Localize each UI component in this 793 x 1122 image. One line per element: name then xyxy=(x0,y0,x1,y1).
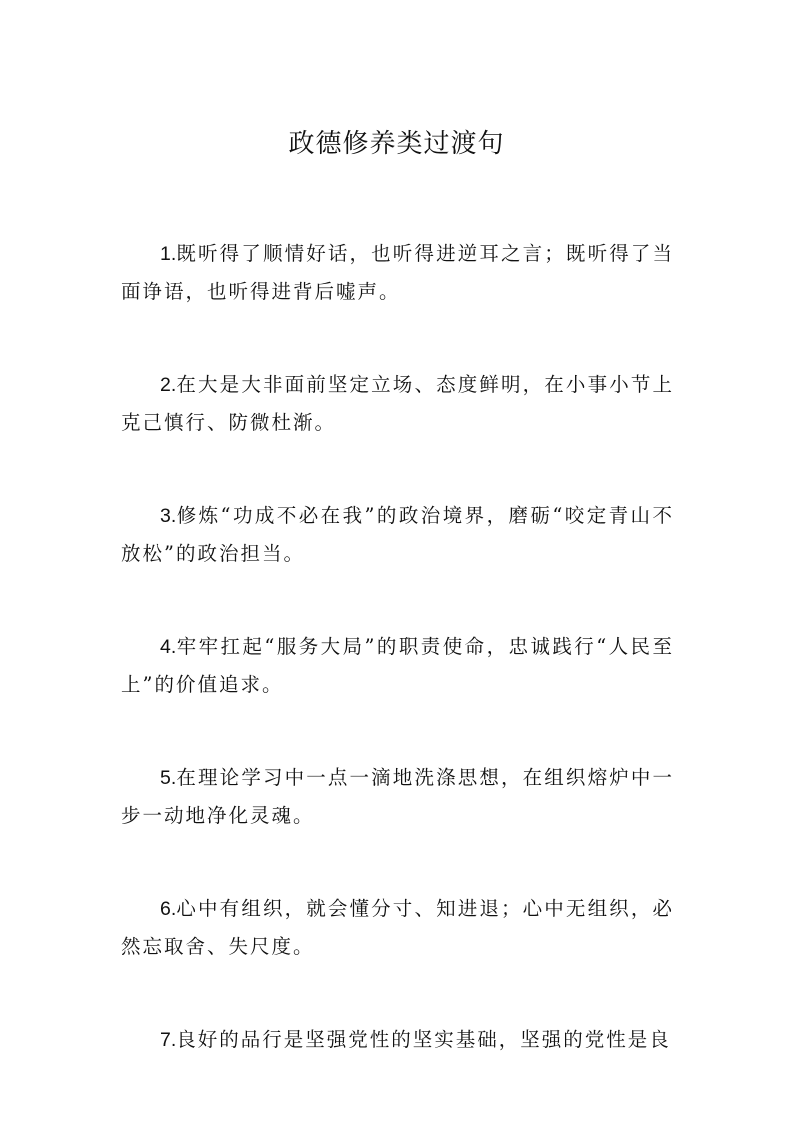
paragraph-number: 2. xyxy=(160,374,177,396)
paragraph-text: 良好的品行是坚强党性的坚实基础，坚强的党性是良 xyxy=(176,1028,671,1051)
paragraph-number: 4. xyxy=(160,636,177,658)
paragraph-4 xyxy=(121,628,674,704)
paragraph-text: 在大是大非面前坚定立场、态度鲜明，在小事小节上克己慎行、防微杜渐。 xyxy=(121,373,674,434)
paragraph-text: 心中有组织，就会懂分寸、知进退；心中无组织，必然忘取舍、失尺度。 xyxy=(121,897,674,958)
paragraph-number: 6. xyxy=(160,898,177,920)
paragraph-number: 1. xyxy=(160,243,177,265)
paragraph-6 xyxy=(121,890,674,966)
paragraph-text: 修炼“功成不必在我”的政治境界，磨砺“咬定青山不放松”的政治担当。 xyxy=(121,504,674,565)
paragraph-number: 3. xyxy=(160,505,177,527)
paragraph-3 xyxy=(121,497,674,573)
paragraph-5 xyxy=(121,759,674,835)
paragraph-2 xyxy=(121,366,674,442)
paragraph-7 xyxy=(121,1021,674,1059)
paragraph-text: 牢牢扛起“服务大局”的职责使命，忠诚践行“人民至上”的价值追求。 xyxy=(121,635,674,696)
document-body xyxy=(121,235,674,1114)
paragraph-text: 在理论学习中一点一滴地洗涤思想，在组织熔炉中一步一动地净化灵魂。 xyxy=(121,766,674,827)
paragraph-text: 既听得了顺情好话，也听得进逆耳之言；既听得了当面诤语，也听得进背后嘘声。 xyxy=(121,242,674,303)
paragraph-1 xyxy=(121,235,674,311)
document-title: 政德修养类过渡句 xyxy=(288,129,505,159)
paragraph-number: 5. xyxy=(160,767,177,789)
paragraph-number: 7. xyxy=(160,1029,177,1051)
